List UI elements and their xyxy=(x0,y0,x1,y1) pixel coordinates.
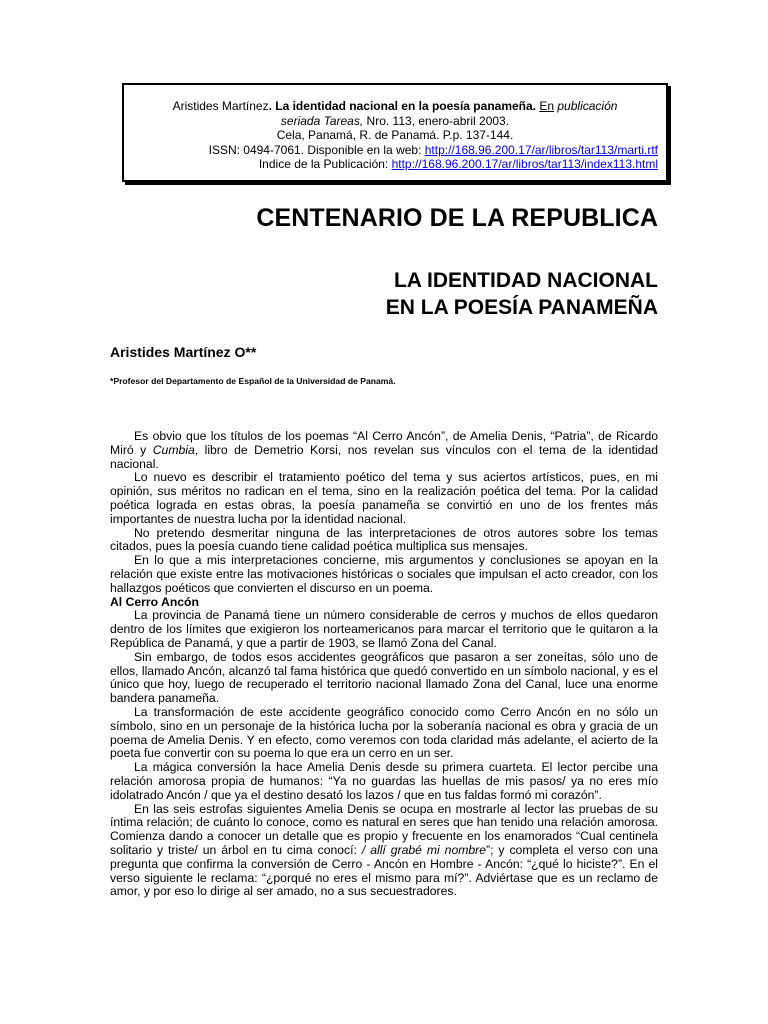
citation-title: . La identidad nacional en la poesía panameña. xyxy=(268,99,536,113)
citation-index-label: Indice de la Publicación: xyxy=(258,157,392,171)
paragraph-9 xyxy=(110,803,658,900)
author-name: Aristides Martínez O** xyxy=(110,344,257,360)
paragraph-9-part-b: ”; y completa el verso con una pregunta que confirma la conversión de Cerro - Ancón en Hombre - Ancón: “¿qué lo hiciste?”. En el verso siguiente le reclama: “¿porqué no eres el mismo para mí?”. Adviértase que es un reclamo de amor, y por eso lo dirige al ser amado, no a sus secuestradores. xyxy=(110,842,658,899)
paragraph-3: No pretendo desmeritar ninguna de las interpretaciones de otros autores sobre los temas citados, pues la poesía cuando tiene calidad poética multiplica sus mensajes. xyxy=(110,525,658,554)
article-title-line1: LA IDENTIDAD NACIONAL xyxy=(393,269,658,292)
citation-box xyxy=(122,83,668,182)
paragraph-1-emphasis: Cumbia xyxy=(152,442,195,457)
section-heading: Al Cerro Ancón xyxy=(110,594,199,609)
paragraph-5: La provincia de Panamá tiene un número considerable de cerros y muchos de ellos quedaron dentro de los límites que exigieron los norteamericanos para marcar el territorio que le quitaron a la República de Panamá, y que a partir de 1903, se llamó Zona del Canal. xyxy=(110,608,658,650)
paragraph-1-part-b: , libro de Demetrio Korsi, nos revelan sus vínculos con el tema de la identidad nacional. xyxy=(110,442,659,471)
citation-line-4 xyxy=(124,143,666,158)
citation-line-5 xyxy=(124,157,666,172)
paragraph-1-part-a: Es obvio que los títulos de los poemas “Al Cerro Ancón”, de Amelia Denis, “Patria”, de Ricardo Miró y xyxy=(110,429,658,457)
paragraph-9-emphasis: / allí grabé mi nombre xyxy=(361,842,487,857)
citation-publication-part1: publicación xyxy=(557,99,618,113)
citation-place: Cela, Panamá, R. de Panamá. P.p. 137-144. xyxy=(276,128,514,142)
paragraph-6: Sin embargo, de todos esos accidentes geográficos que pasaron a ser zoneítas, sólo uno de ellos, llamado Ancón, alcanzó tal fama histórica que quedó convertido en un símbolo nacional, y es el único que hoy, luego de recuperado el territorio nacional llamado Zona del Canal, luce una enorme bandera panameña. xyxy=(110,649,658,706)
citation-line-1 xyxy=(124,99,666,114)
index-link[interactable]: http://168.96.200.17/ar/libros/tar113/index113.html xyxy=(391,157,658,171)
citation-line-2 xyxy=(124,114,666,129)
citation-publication-part2: seriada Tareas, xyxy=(280,113,364,128)
paragraph-8: La mágica conversión la hace Amelia Denis desde su primera cuarteta. El lector percibe una relación amorosa propia de humanos: “Ya no guardas las huellas de mis pasos/ ya no eres mío idolatrado Ancón / que ya el destino desató los lazos / que en tus faldas formó mi corazón”. xyxy=(110,760,658,802)
paragraph-4: En lo que a mis interpretaciones concierne, mis argumentos y conclusiones se apoyan en la relación que existe entre las motivaciones históricas o sociales que impulsan el acto creador, con los hallazgos poéticos que convierten el discurso en un poema. xyxy=(110,553,658,595)
paragraph-9-part-a: En las seis estrofas siguientes Amelia Denis se ocupa en mostrarle al lector las pruebas de su íntima relación; de cuánto lo conoce, como es natural en seres que han tenido una relación amorosa. Comienza dando a conocer un detalle que es propio y frecuente en los enamorados “Cual centinela solitario y triste/ un árbol en tu cima conocí: xyxy=(110,801,658,857)
article-title xyxy=(386,267,658,321)
article-title-line2: EN LA POESÍA PANAMEÑA xyxy=(385,296,658,319)
web-link[interactable]: http://168.96.200.17/ar/libros/tar113/marti.rtf xyxy=(424,142,658,157)
author-affiliation: *Profesor del Departamento de Español de la Universidad de Panamá. xyxy=(110,376,396,386)
page-title: CENTENARIO DE LA REPUBLICA xyxy=(256,204,658,232)
citation-en: En xyxy=(539,99,555,113)
article-body xyxy=(110,430,658,899)
citation-author: Aristides Martínez xyxy=(172,99,269,113)
paragraph-1 xyxy=(110,430,658,471)
citation-issn: ISSN: 0494-7061. Disponible en la web: xyxy=(208,142,425,157)
citation-issue: Nro. 113, enero-abril 2003. xyxy=(363,113,510,128)
paragraph-7: La transformación de este accidente geográfico conocido como Cerro Ancón en no sólo un símbolo, sino en un personaje de la histórica lucha por la soberanía nacional es obra y gracia de un poema de Amelia Denis. Y en efecto, como veremos con toda claridad más adelante, el acierto de la poeta fue convertir con su poema lo que era un cerro en un ser. xyxy=(110,704,658,761)
paragraph-2: Lo nuevo es describir el tratamiento poético del tema y sus aciertos artísticos, pues, en mi opinión, sus méritos no radican en el tema, sino en la realización poética del tema. Por la calidad poética lograda en estas obras, la poesía panameña se convirtió en uno de los frentes más importantes de nuestra lucha por la identidad nacional. xyxy=(110,470,658,526)
